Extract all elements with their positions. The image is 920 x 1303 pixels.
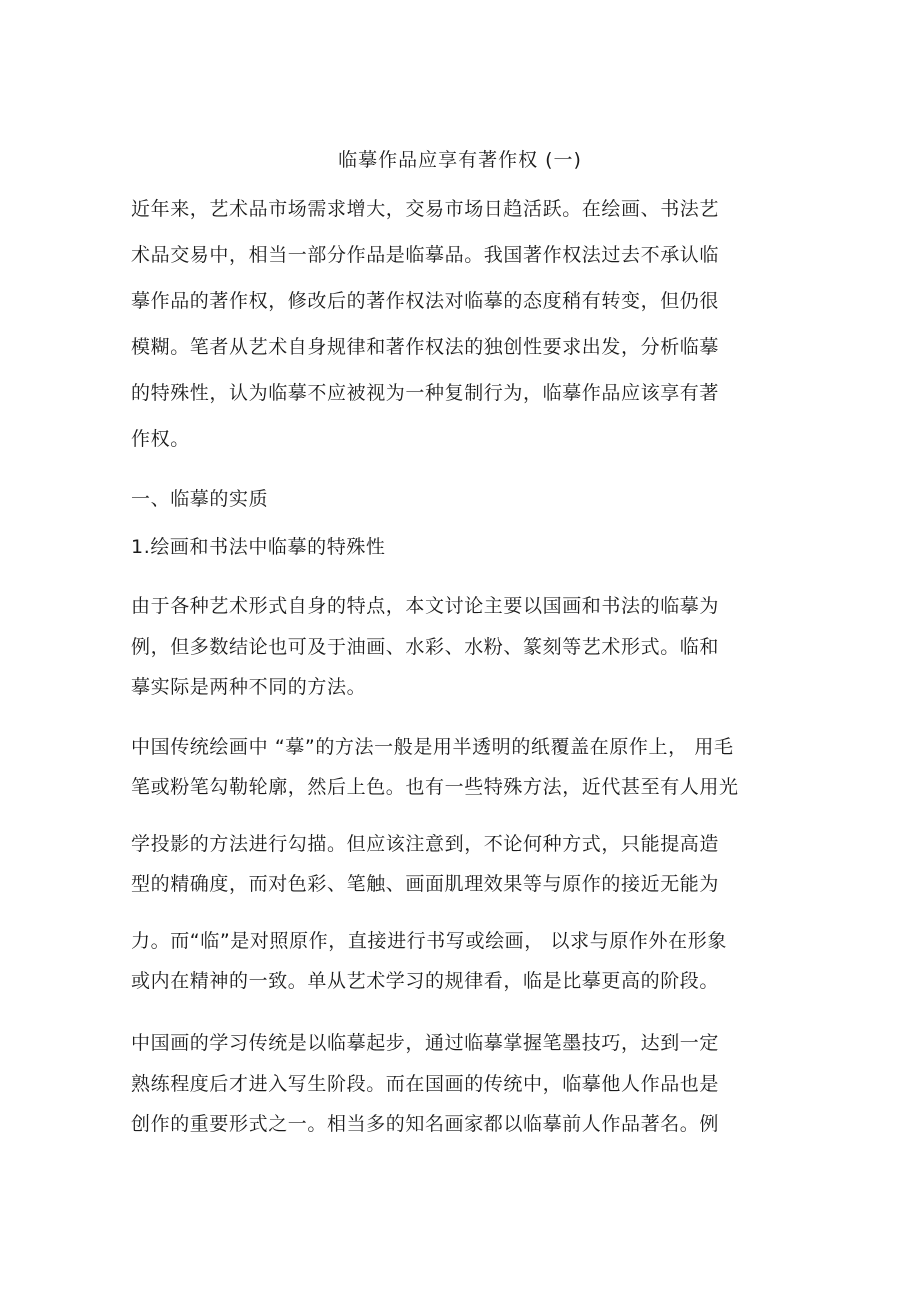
paragraph-line: 笔或粉笔勾勒轮廓，然后上色。也有一些特殊方法，近代甚至有人用光 [131, 776, 739, 798]
intro-line: 术品交易中，相当一部分作品是临摹品。我国著作权法过去不承认临 [131, 244, 720, 266]
paragraph-line: 或内在精神的一致。单从艺术学习的规律看，临是比摹更高的阶段。 [131, 970, 720, 992]
paragraph-line: 力。而“临”是对照原作，直接进行书写或绘画， 以求与原作外在形象 [131, 930, 727, 952]
intro-line: 模糊。笔者从艺术自身规律和著作权法的独创性要求出发，分析临摹 [131, 336, 720, 358]
paragraph-line: 创作的重要形式之一。相当多的知名画家都以临摹前人作品著名。例 [131, 1113, 720, 1135]
document-title: 临摹作品应享有著作权 (一) [338, 149, 582, 171]
intro-line: 近年来，艺术品市场需求增大，交易市场日趋活跃。在绘画、书法艺 [131, 198, 720, 220]
paragraph-line: 例，但多数结论也可及于油画、水彩、水粉、篆刻等艺术形式。临和 [131, 636, 720, 658]
paragraph-line: 学投影的方法进行勾描。但应该注意到，不论何种方式，只能提高造 [131, 833, 720, 855]
paragraph-line: 中国传统绘画中 “摹”的方法一般是用半透明的纸覆盖在原作上， 用毛 [131, 736, 734, 758]
subsection-heading: 1.绘画和书法中临摹的特殊性 [131, 536, 386, 558]
intro-line: 作权。 [131, 428, 190, 450]
paragraph-line: 摹实际是两种不同的方法。 [131, 676, 367, 698]
section-heading: 一、临摹的实质 [131, 488, 269, 510]
paragraph-line: 由于各种艺术形式自身的特点，本文讨论主要以国画和书法的临摹为 [131, 595, 720, 617]
paragraph-line: 型的精确度，而对色彩、笔触、画面肌理效果等与原作的接近无能为 [131, 873, 720, 895]
paragraph-line: 中国画的学习传统是以临摹起步，通过临摹掌握笔墨技巧，达到一定 [131, 1032, 720, 1054]
intro-line: 摹作品的著作权，修改后的著作权法对临摹的态度稍有转变，但仍很 [131, 290, 720, 312]
intro-line: 的特殊性，认为临摹不应被视为一种复制行为，临摹作品应该享有著 [131, 382, 720, 404]
paragraph-line: 熟练程度后才进入写生阶段。而在国画的传统中，临摹他人作品也是 [131, 1073, 720, 1095]
